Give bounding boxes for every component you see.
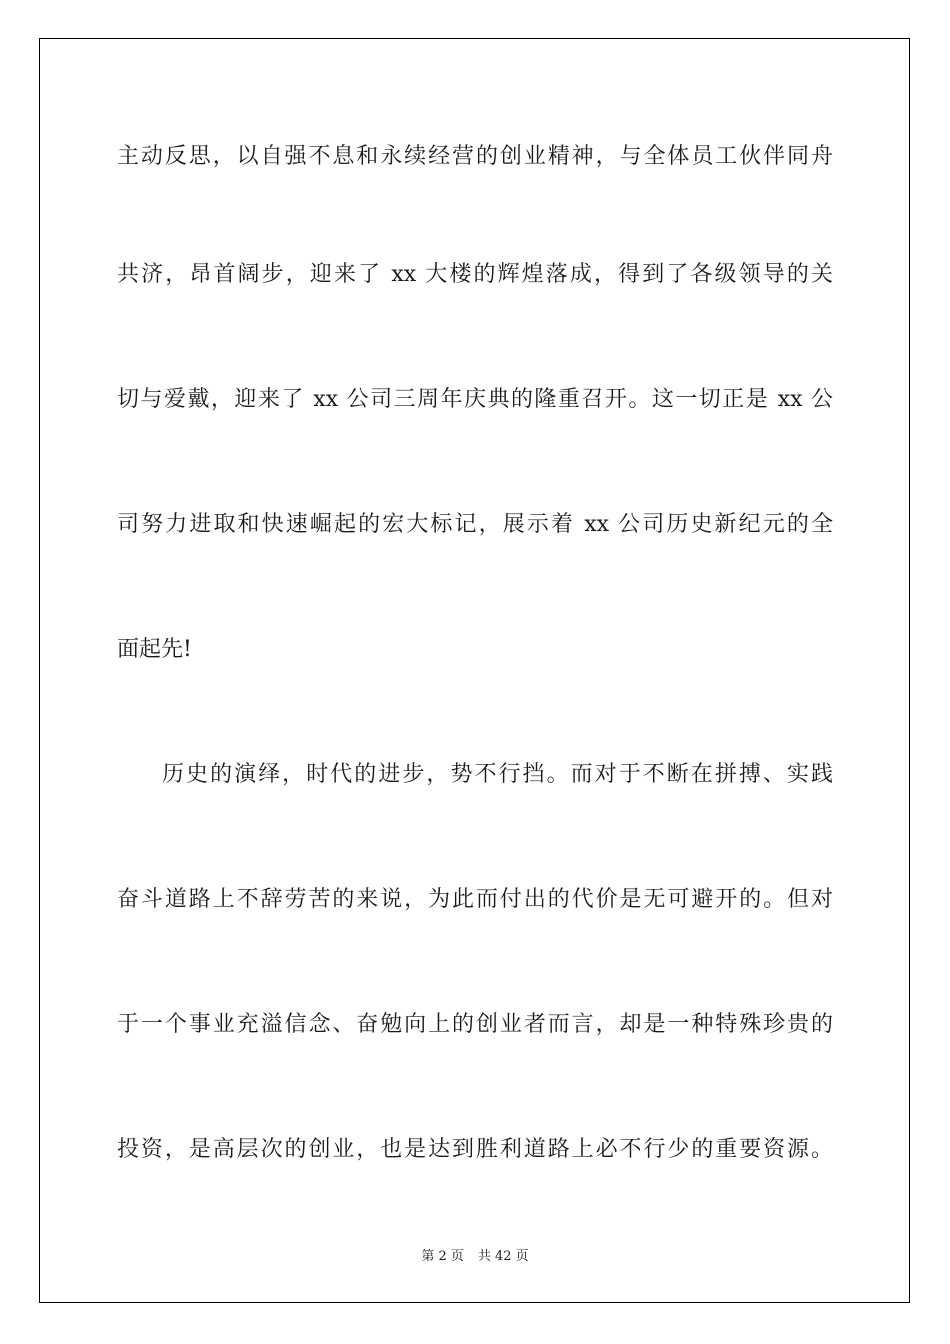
text-line-2: 共济，昂首阔步，迎来了 xx 大楼的辉煌落成，得到了各级领导的关 <box>117 262 833 287</box>
page-footer <box>0 1248 950 1266</box>
text-line-1: 主动反思，以自强不息和永续经营的创业精神，与全体员工伙伴同舟 <box>117 144 833 169</box>
text-line-3: 切与爱戴，迎来了 xx 公司三周年庆典的隆重召开。这一切正是 xx 公 <box>117 387 833 412</box>
page-number: 第 2 页 <box>421 1249 464 1264</box>
text-line-6: 历史的演绎，时代的进步，势不行挡。而对于不断在拼搏、实践 <box>162 762 833 787</box>
text-line-4: 司努力进取和快速崛起的宏大标记，展示着 xx 公司历史新纪元的全 <box>117 512 833 537</box>
text-line-8: 于一个事业充溢信念、奋勉向上的创业者而言，却是一种特殊珍贵的 <box>117 1012 833 1037</box>
page-border <box>39 38 910 1303</box>
page-total: 共 42 页 <box>477 1249 529 1264</box>
text-line-5: 面起先! <box>117 637 192 662</box>
text-line-7: 奋斗道路上不辞劳苦的来说，为此而付出的代价是无可避开的。但对 <box>117 887 833 912</box>
text-line-9: 投资，是高层次的创业，也是达到胜利道路上必不行少的重要资源。 <box>117 1137 833 1162</box>
